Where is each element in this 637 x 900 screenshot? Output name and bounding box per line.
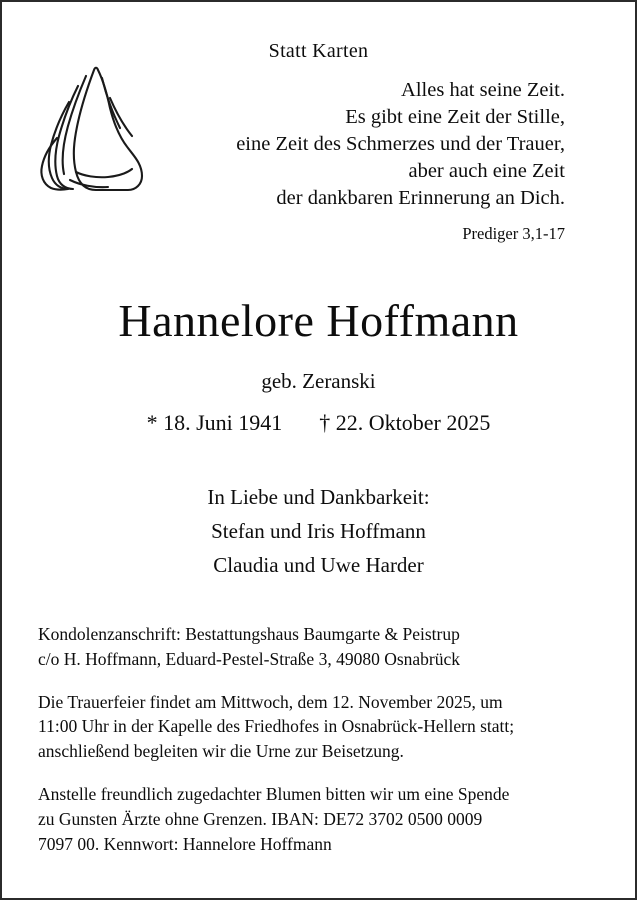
condolence-line: c/o H. Hoffmann, Eduard-Pestel-Straße 3, 49080 Osnabrück: [38, 648, 461, 669]
praying-hands-icon: [24, 60, 164, 200]
deceased-name: Hannelore Hoffmann: [118, 295, 519, 347]
deceased-maiden-name: geb. Zeranski: [261, 368, 376, 393]
condolence-address: [38, 622, 599, 672]
verse-line: Es gibt eine Zeit der Stille,: [345, 106, 565, 129]
ceremony-line: 11:00 Uhr in der Kapelle des Friedhofes in Osnabrück-Hellern statt;: [38, 716, 515, 737]
verse-line: Alles hat seine Zeit.: [401, 79, 565, 101]
obituary-content: [2, 2, 635, 898]
donation-line: 7097 00. Kennwort: Hannelore Hoffmann: [38, 833, 332, 854]
death-date: † 22. Oktober 2025: [319, 409, 491, 435]
donation-line: zu Gunsten Ärzte ohne Grenzen. IBAN: DE72 3702 0500 0009: [38, 808, 483, 829]
verse-source: Prediger 3,1-17: [462, 224, 565, 244]
mourners-intro: In Liebe und Dankbarkeit:: [207, 484, 430, 509]
birth-date: * 18. Juni 1941: [146, 409, 283, 435]
ceremony-line: Die Trauerfeier findet am Mittwoch, dem 12. November 2025, um: [38, 691, 503, 712]
deceased-dates: [38, 410, 599, 436]
verse-line: aber auch eine Zeit: [408, 160, 565, 183]
ceremony-line: anschließend begleiten wir die Urne zur Beisetzung.: [38, 741, 404, 762]
ceremony-info: [38, 690, 599, 765]
donation-info: [38, 782, 599, 857]
condolence-line: Kondolenzanschrift: Bestattungshaus Baumgarte & Peistrup: [38, 623, 460, 644]
mourners-block: [38, 480, 599, 582]
verse-line: der dankbaren Erinnerung an Dich.: [276, 187, 565, 210]
details-block: [38, 622, 599, 857]
verse-line: eine Zeit des Schmerzes und der Trauer,: [236, 133, 565, 156]
donation-line: Anstelle freundlich zugedachter Blumen bitten wir um eine Spende: [38, 784, 510, 805]
mourner-name: Stefan und Iris Hoffmann: [211, 518, 426, 543]
statt-karten-heading: Statt Karten: [268, 40, 369, 62]
mourner-name: Claudia und Uwe Harder: [213, 552, 424, 577]
